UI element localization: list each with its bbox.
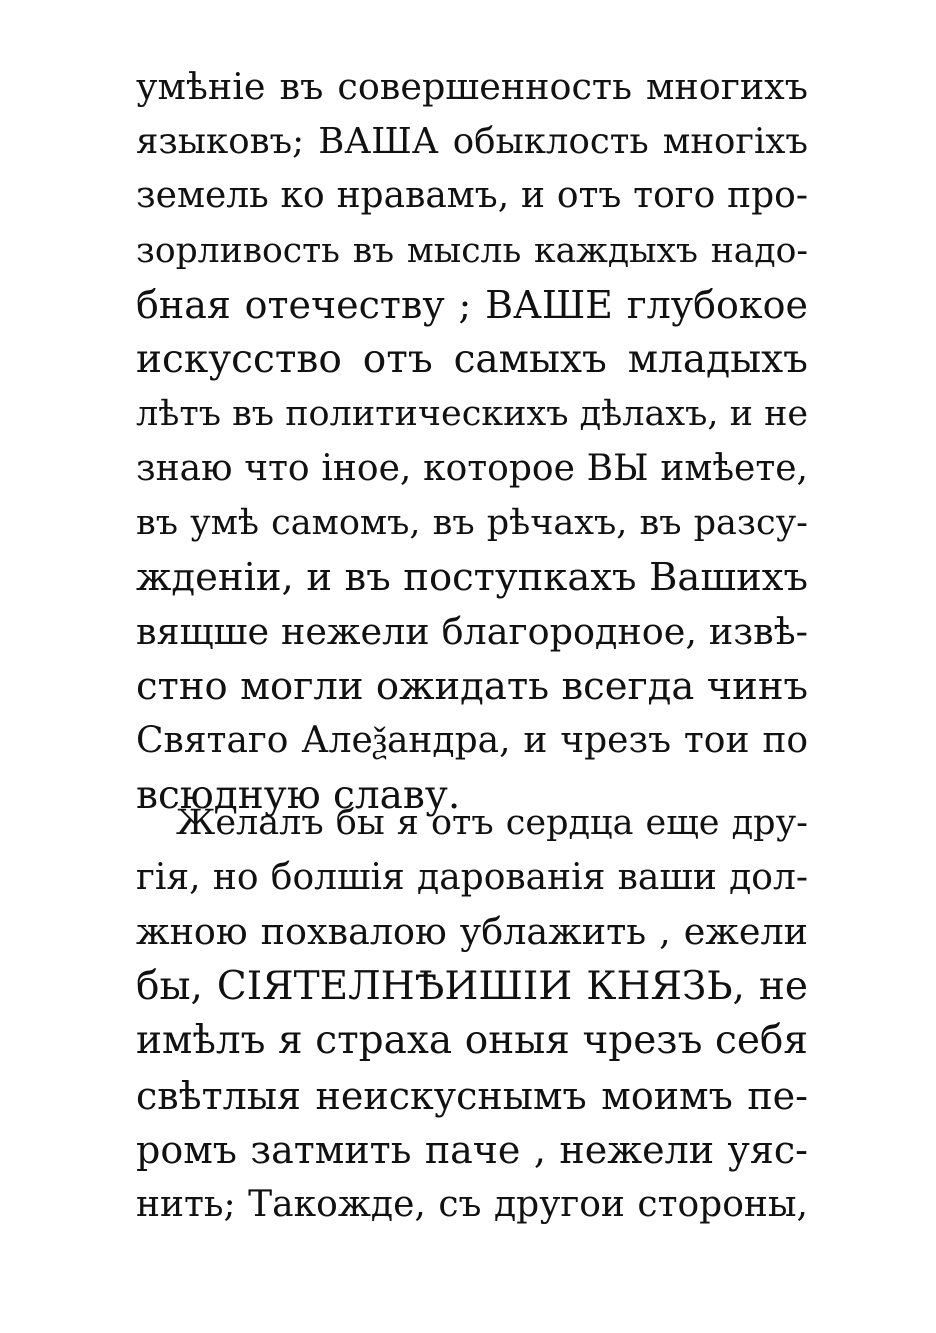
text-line: умѣніе въ совершенность многихъ	[136, 65, 808, 108]
text-line: всюдную славу.	[136, 772, 461, 818]
text-line: гія, но болшія дарованія ваши дол-	[136, 856, 808, 898]
text-line: лѣтъ въ политическихъ дѣлахъ, и не	[136, 394, 808, 434]
text-line: Желалъ бы я отъ сердца еще дру-	[176, 803, 808, 843]
text-line: нить; Такожде, съ другои стороны,	[136, 1183, 808, 1225]
paragraph-2	[136, 796, 808, 1232]
text-line: жною похвалою ублажить , ежели	[136, 910, 808, 953]
text-line: въ умѣ самомъ, въ рѣчахъ, въ разсу-	[136, 503, 808, 543]
text-line: знаю что іное, которое ВЫ имѣете,	[136, 447, 808, 489]
text-line: стно могли ожидать всегда чинъ	[136, 663, 808, 709]
text-line: ромъ затмить паче , нежели уяс-	[136, 1128, 808, 1172]
text-line: бная отечеству ; ВАШЕ глубокое	[136, 283, 808, 327]
text-line: искусство отъ самыхъ младыхъ	[136, 336, 808, 382]
text-line: бы, СІЯТЕЛНѢИШІИ КНЯЗЬ, не	[136, 963, 808, 1009]
text-line: жденіи, и въ поступкахъ Вашихъ	[136, 554, 808, 600]
text-line: языковъ; ВАША обыклость многіхъ	[136, 120, 808, 162]
text-line: Святаго Алеѯандра, и чрезъ тои по	[136, 720, 808, 761]
text-line: зорливость въ мысль каждыхъ надо-	[136, 230, 808, 271]
text-line: вящше нежели благородное, извѣ-	[136, 610, 808, 653]
text-line: земель ко нравамъ, и отъ того про-	[136, 175, 808, 216]
text-line: имѣлъ я страха оныя чрезъ себя	[136, 1018, 808, 1063]
text-line: свѣтлыя неискуснымъ моимъ пе-	[136, 1073, 808, 1118]
paragraph-1	[136, 60, 808, 823]
